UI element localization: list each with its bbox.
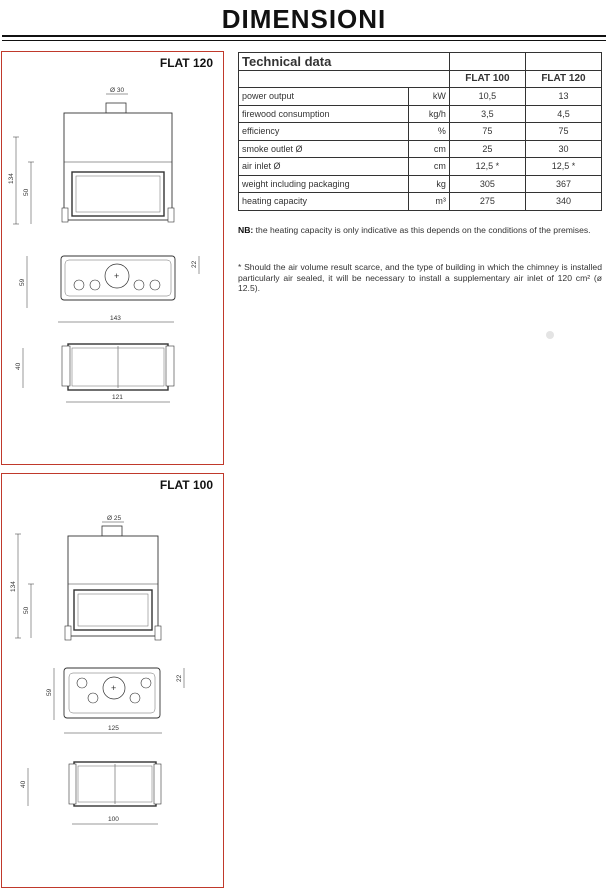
technical-data-table [238, 52, 602, 211]
table-row: air inlet Ø cm 12,5 * 12,5 * [239, 158, 602, 176]
svg-text:+: + [114, 271, 120, 281]
column-header: FLAT 100 [449, 70, 525, 88]
title-rule-top [2, 35, 606, 37]
depth-small-label: 22 [176, 674, 183, 682]
flue-diameter-label: Ø 30 [110, 87, 125, 94]
svg-text:+: + [111, 683, 117, 693]
height-total-label: 134 [8, 173, 15, 184]
flat-120-drawing [2, 52, 223, 464]
page-title: DIMENSIONI [221, 4, 387, 34]
front-height-label: 40 [15, 362, 22, 370]
front-height-label: 40 [20, 780, 27, 788]
height-total-label: 134 [10, 581, 17, 592]
decorative-dot [546, 331, 554, 339]
front-width-label: 100 [108, 816, 119, 823]
footnote: * Should the air volume result scarce, and the type of building in which the chimney is installed particularly air sealed, it will be necessary to install a supplementary air inlet of 120 cm² (ø 12.5). [238, 262, 602, 293]
depth-small-label: 22 [191, 260, 198, 268]
table-row: efficiency % 75 75 [239, 123, 602, 141]
nb-note [238, 225, 602, 236]
width-label: 125 [108, 725, 119, 732]
nb-text: the heating capacity is only indicative as this depends on the conditions of the premises. [253, 225, 591, 235]
height-opening-label: 50 [23, 188, 30, 196]
width-label: 143 [110, 315, 121, 322]
table-row: heating capacity m³ 275 340 [239, 193, 602, 211]
depth-label: 59 [19, 278, 26, 286]
flue-diameter-label: Ø 25 [107, 515, 122, 522]
front-width-label: 121 [112, 394, 123, 401]
depth-label: 59 [46, 688, 53, 696]
table-title: Technical data [239, 53, 450, 71]
panel-model-label: FLAT 100 [159, 478, 213, 492]
table-row: weight including packaging kg 305 367 [239, 175, 602, 193]
title-rule-bottom [2, 40, 606, 41]
height-opening-label: 50 [23, 606, 30, 614]
column-header: FLAT 120 [525, 70, 601, 88]
flat-100-drawing [2, 474, 223, 887]
table-row: power output kW 10,5 13 [239, 88, 602, 106]
nb-label: NB: [238, 225, 254, 235]
flat-100-panel [1, 473, 224, 888]
flat-120-panel [1, 51, 224, 465]
panel-model-label: FLAT 120 [159, 56, 213, 70]
table-row: smoke outlet Ø cm 25 30 [239, 140, 602, 158]
table-row: firewood consumption kg/h 3,5 4,5 [239, 105, 602, 123]
